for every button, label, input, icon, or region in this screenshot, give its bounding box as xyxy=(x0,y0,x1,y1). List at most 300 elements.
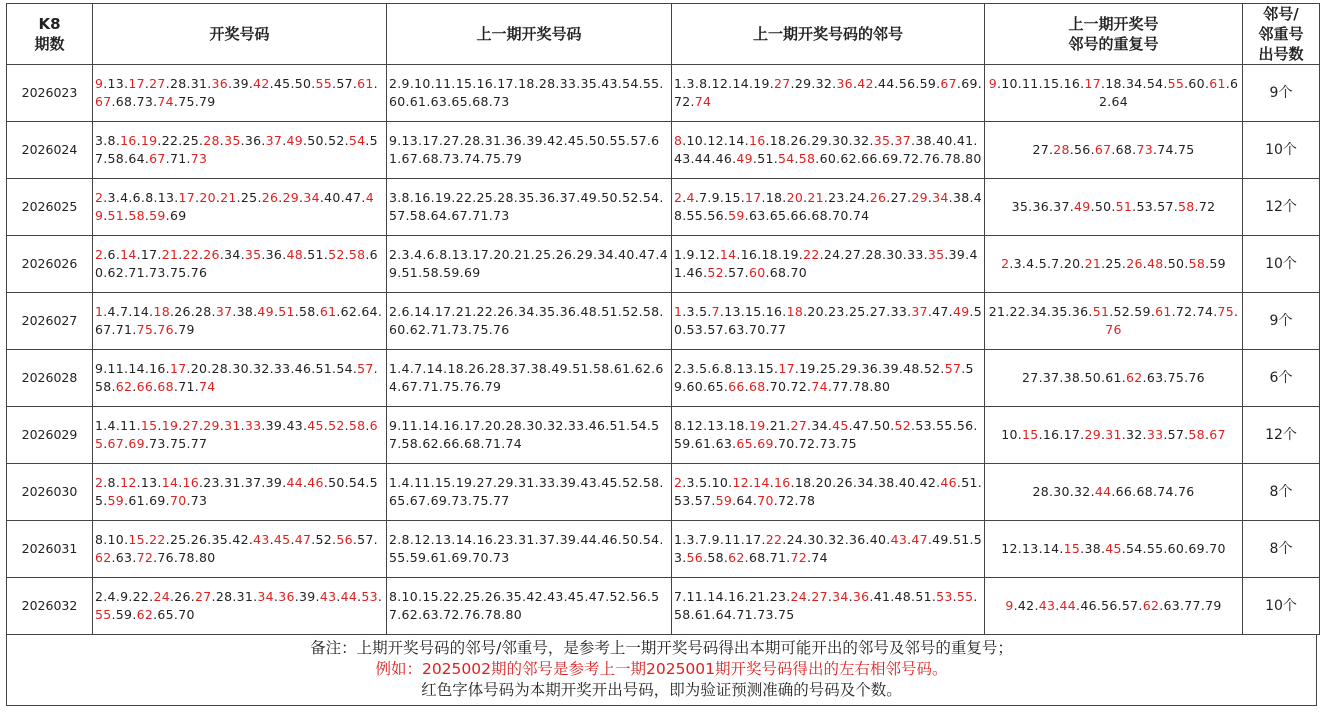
hit-number: 21 xyxy=(807,190,824,205)
number: 39 xyxy=(559,532,577,547)
number: 57 xyxy=(1121,598,1139,613)
number: 1 xyxy=(389,361,398,376)
hit-number: 22 xyxy=(803,247,820,262)
lottery-sheet xyxy=(6,3,1319,706)
repeat-numbers-cell[interactable]: 28.30.32.44.66.68.74.76 xyxy=(985,464,1243,521)
neighbor-numbers-cell[interactable]: 2.3.5.10.12.14.16.18.20.26.34.38.40.42.46.51.53.57.59.64.70.72.78 xyxy=(672,464,985,521)
draw-numbers-cell[interactable]: 1.4.11.15.19.27.29.31.33.39.43.45.52.58.65.67.69.73.75.77 xyxy=(93,407,387,464)
prev-numbers-cell[interactable]: 3.8.16.19.22.25.28.35.36.37.49.50.52.54.57.58.64.67.71.73 xyxy=(387,179,672,236)
repeat-numbers-cell[interactable]: 27.28.56.67.68.73.74.75 xyxy=(985,122,1243,179)
hit-number: 37 xyxy=(911,304,928,319)
number: 75 xyxy=(777,607,795,622)
period-cell[interactable]: 2026031 xyxy=(7,521,93,578)
number: 29 xyxy=(576,247,594,262)
number: 57 xyxy=(357,532,374,547)
hit-number: 22 xyxy=(182,247,199,262)
number: 43 xyxy=(286,418,303,433)
number: 8 xyxy=(439,247,448,262)
hit-number: 68 xyxy=(157,379,174,394)
repeat-numbers-cell[interactable]: 35.36.37.49.50.51.53.57.58.72 xyxy=(985,179,1243,236)
number: 46 xyxy=(686,265,704,280)
number: 50 xyxy=(307,133,324,148)
number: 51 xyxy=(401,265,419,280)
draw-numbers-cell[interactable]: 9.13.17.27.28.31.36.39.42.45.50.55.57.61.67.68.73.74.75.79 xyxy=(93,65,387,122)
hit-number: 74 xyxy=(198,379,216,394)
number: 20 xyxy=(807,304,824,319)
number: 32 xyxy=(852,133,870,148)
header-draw[interactable]: 开奖号码 xyxy=(93,4,387,65)
draw-numbers-cell[interactable]: 3.8.16.19.22.25.28.35.36.37.49.50.52.54.57.58.64.67.71.73 xyxy=(93,122,387,179)
number: 26 xyxy=(174,589,191,604)
hit-number: 55 xyxy=(1167,76,1185,91)
number: 18 xyxy=(1105,76,1122,91)
hit-count-cell[interactable]: 8个 xyxy=(1243,521,1320,578)
number: 22 xyxy=(443,589,460,604)
header-neighbors[interactable]: 上一期开奖号码的邻号 xyxy=(672,4,985,65)
number: 73 xyxy=(819,436,837,451)
hit-count-cell[interactable]: 9个 xyxy=(1243,65,1320,122)
number: 7 xyxy=(674,589,683,604)
number: 2 xyxy=(389,532,398,547)
number: 31 xyxy=(190,76,208,91)
hit-number: 76 xyxy=(1105,322,1122,337)
hit-number: 58 xyxy=(348,247,366,262)
number: 72 xyxy=(1198,199,1216,214)
hit-number: 58 xyxy=(1188,256,1206,271)
hit-count-cell[interactable]: 9个 xyxy=(1243,293,1320,350)
prev-numbers-cell[interactable]: 8.10.15.22.25.26.35.42.43.45.47.52.56.57.62.63.72.76.78.80 xyxy=(387,578,672,635)
table-row xyxy=(7,521,1320,578)
number: 40 xyxy=(618,247,635,262)
number: 28 xyxy=(211,361,229,376)
number: 11 xyxy=(686,589,704,604)
number: 51 xyxy=(961,475,978,490)
hit-number: 9 xyxy=(95,76,104,91)
hit-number: 37 xyxy=(894,133,912,148)
number: 17 xyxy=(434,304,452,319)
number: 14 xyxy=(422,418,439,433)
draw-numbers-cell[interactable]: 2.8.12.13.14.16.23.31.37.39.44.46.50.54.55.59.61.69.70.73 xyxy=(93,464,387,521)
hit-number: 35 xyxy=(927,247,945,262)
repeat-numbers-cell[interactable]: 9.10.11.15.16.17.18.34.54.55.60.61.62.64 xyxy=(985,65,1243,122)
number: 7 xyxy=(1051,256,1060,271)
hit-number: 35 xyxy=(244,247,262,262)
number: 47 xyxy=(588,589,606,604)
draw-numbers-cell[interactable]: 2.6.14.17.21.22.26.34.35.36.48.51.52.58.60.62.71.73.75.76 xyxy=(93,236,387,293)
draw-numbers-cell[interactable]: 2.3.4.6.8.13.17.20.21.25.26.29.34.40.47.49.51.58.59.69 xyxy=(93,179,387,236)
draw-numbers-cell[interactable]: 9.11.14.16.17.20.28.30.32.33.46.51.54.57.58.62.66.68.71.74 xyxy=(93,350,387,407)
number: 60 xyxy=(686,379,704,394)
number: 2 xyxy=(389,304,398,319)
hit-count-cell[interactable]: 12个 xyxy=(1243,407,1320,464)
hit-number: 17 xyxy=(169,361,187,376)
number: 28 xyxy=(505,418,523,433)
hit-number: 58 xyxy=(798,151,816,166)
period-cell[interactable]: 2026030 xyxy=(7,464,93,521)
table-row xyxy=(7,407,1320,464)
number: 58 xyxy=(642,475,660,490)
number: 22 xyxy=(161,133,179,148)
neighbor-numbers-cell[interactable]: 8.10.12.14.16.18.26.29.30.32.35.37.38.40.41.43.44.46.49.51.54.58.60.62.66.69.72.76.78.80 xyxy=(672,122,985,179)
number: 71 xyxy=(769,550,787,565)
number: 36 xyxy=(1032,199,1049,214)
number: 8 xyxy=(401,532,410,547)
number: 7 xyxy=(699,532,708,547)
number: 79 xyxy=(1205,598,1222,613)
repeat-numbers-cell[interactable]: 12.13.14.15.38.45.54.55.60.69.70 xyxy=(985,521,1243,578)
number: 71 xyxy=(169,151,187,166)
number: 50 xyxy=(1094,199,1112,214)
repeat-numbers-cell[interactable]: 9.42.43.44.46.56.57.62.63.77.79 xyxy=(985,578,1243,635)
number: 13 xyxy=(707,418,724,433)
number: 56 xyxy=(1101,598,1118,613)
number: 39 xyxy=(265,418,283,433)
hit-number: 9 xyxy=(988,76,997,91)
hit-number: 33 xyxy=(1146,427,1164,442)
number: 57 xyxy=(728,265,745,280)
neighbor-numbers-cell[interactable]: 7.11.14.16.21.23.24.27.34.36.41.48.51.53.55.58.61.64.71.73.75 xyxy=(672,578,985,635)
number: 36 xyxy=(505,133,523,148)
number: 11 xyxy=(434,76,452,91)
number: 65 xyxy=(707,379,724,394)
number: 41 xyxy=(956,133,974,148)
hit-number: 22 xyxy=(765,532,783,547)
number: 80 xyxy=(965,151,982,166)
period-cell[interactable]: 2026025 xyxy=(7,179,93,236)
number: 73 xyxy=(492,550,510,565)
number: 68 xyxy=(422,151,439,166)
table-row xyxy=(7,65,1320,122)
number: 71 xyxy=(178,379,195,394)
number: 22 xyxy=(455,190,473,205)
number: 25 xyxy=(1105,256,1122,271)
number: 14 xyxy=(132,304,150,319)
number: 38 xyxy=(530,361,548,376)
number: 51 xyxy=(572,361,589,376)
period-cell[interactable]: 2026027 xyxy=(7,293,93,350)
hit-number: 14 xyxy=(161,475,179,490)
number: 30 xyxy=(526,418,543,433)
period-cell[interactable]: 2026026 xyxy=(7,236,93,293)
number: 74 xyxy=(1196,304,1214,319)
period-cell[interactable]: 2026028 xyxy=(7,350,93,407)
draw-numbers-cell[interactable]: 1.4.7.14.18.26.28.37.38.49.51.58.61.62.64.67.71.75.76.79 xyxy=(93,293,387,350)
neighbor-numbers-cell[interactable]: 1.3.7.9.11.17.22.24.30.32.36.40.43.47.49.51.53.56.58.62.68.71.72.74 xyxy=(672,521,985,578)
number: 51 xyxy=(307,247,324,262)
number: 10 xyxy=(401,589,419,604)
number: 11 xyxy=(724,532,741,547)
hit-number: 62 xyxy=(95,550,112,565)
hit-number: 67 xyxy=(940,76,957,91)
hit-number: 60 xyxy=(748,265,766,280)
number: 22 xyxy=(1009,304,1027,319)
number: 44 xyxy=(694,151,712,166)
number: 75 xyxy=(840,436,857,451)
number: 66 xyxy=(1115,484,1133,499)
number: 71 xyxy=(422,379,439,394)
hit-number: 29 xyxy=(203,418,220,433)
prev-numbers-cell[interactable]: 2.8.12.13.14.16.23.31.37.39.44.46.50.54.55.59.61.69.70.73 xyxy=(387,521,672,578)
number: 54 xyxy=(642,532,660,547)
number: 10 xyxy=(686,133,704,148)
number: 40 xyxy=(898,475,916,490)
hit-number: 17 xyxy=(778,361,795,376)
prev-numbers-cell[interactable]: 9.13.17.27.28.31.36.39.42.45.50.55.57.61.67.68.73.74.75.79 xyxy=(387,122,672,179)
number: 8 xyxy=(724,361,733,376)
number: 76 xyxy=(923,151,941,166)
number: 70 xyxy=(178,607,195,622)
number: 68 xyxy=(463,436,481,451)
number: 46 xyxy=(601,532,618,547)
number: 15 xyxy=(455,76,473,91)
number: 3 xyxy=(401,247,410,262)
hit-number: 69 xyxy=(757,436,774,451)
number: 7 xyxy=(120,304,129,319)
hit-number: 16 xyxy=(774,475,791,490)
number: 69 xyxy=(451,550,468,565)
number: 68 xyxy=(1115,142,1133,157)
number: 4 xyxy=(401,361,410,376)
hit-count-cell[interactable]: 8个 xyxy=(1243,464,1320,521)
number: 27 xyxy=(476,475,493,490)
number: 28 xyxy=(195,304,212,319)
number: 36 xyxy=(265,247,283,262)
number: 20 xyxy=(493,247,510,262)
hit-number: 72 xyxy=(136,550,154,565)
hit-number: 37 xyxy=(215,304,233,319)
number: 25 xyxy=(534,247,552,262)
period-cell[interactable]: 2026023 xyxy=(7,65,93,122)
hit-number: 67 xyxy=(149,151,166,166)
number: 59 xyxy=(674,436,691,451)
hit-number: 18 xyxy=(153,304,170,319)
header-period[interactable]: K8 期数 xyxy=(7,4,93,65)
hit-number: 43 xyxy=(1038,598,1056,613)
number: 29 xyxy=(794,76,812,91)
hit-count-cell[interactable]: 6个 xyxy=(1243,350,1320,407)
header-prev-draw[interactable]: 上一期开奖号码 xyxy=(387,4,672,65)
number: 8 xyxy=(145,190,154,205)
number: 30 xyxy=(807,532,824,547)
number: 32 xyxy=(547,418,564,433)
number: 58 xyxy=(401,436,419,451)
hit-number: 73 xyxy=(1136,142,1153,157)
number: 31 xyxy=(224,475,241,490)
number: 1 xyxy=(674,532,683,547)
prev-numbers-cell[interactable]: 2.3.4.6.8.13.17.20.21.25.26.29.34.40.47.49.51.58.59.69 xyxy=(387,236,672,293)
number: 19 xyxy=(455,475,473,490)
number: 16 xyxy=(476,76,493,91)
number: 35 xyxy=(505,589,523,604)
number: 25 xyxy=(240,190,258,205)
header-repeat-neighbors[interactable]: 上一期开奖号 邻号的重复号 xyxy=(985,4,1243,65)
hit-count-cell[interactable]: 10个 xyxy=(1243,122,1320,179)
header-hit-count[interactable]: 邻号/ 邻重号 出号数 xyxy=(1243,4,1320,65)
prev-numbers-cell[interactable]: 1.4.7.14.18.26.28.37.38.49.51.58.61.62.64.67.71.75.76.79 xyxy=(387,350,672,407)
hit-number: 45 xyxy=(307,418,324,433)
hit-number: 52 xyxy=(328,247,345,262)
number: 62 xyxy=(1098,76,1239,109)
number: 69 xyxy=(463,265,481,280)
number: 75 xyxy=(1167,370,1185,385)
hit-number: 20 xyxy=(199,190,216,205)
number: 77 xyxy=(769,322,787,337)
number: 51 xyxy=(757,151,774,166)
number: 11 xyxy=(107,361,125,376)
number: 79 xyxy=(178,322,195,337)
number: 77 xyxy=(1184,598,1201,613)
number: 80 xyxy=(198,550,216,565)
neighbor-numbers-cell[interactable]: 1.3.8.12.14.19.27.29.32.36.42.44.56.59.67.69.72.74 xyxy=(672,65,985,122)
draw-numbers-cell[interactable]: 2.4.9.22.24.26.27.28.31.34.36.39.43.44.53.55.59.62.65.70 xyxy=(93,578,387,635)
neighbor-numbers-cell[interactable]: 2.3.5.6.8.13.15.17.19.25.29.36.39.48.52.57.59.60.65.66.68.70.72.74.77.78.80 xyxy=(672,350,985,407)
number: 3 xyxy=(95,133,104,148)
repeat-numbers-cell[interactable]: 2.3.4.5.7.20.21.25.26.48.50.58.59 xyxy=(985,236,1243,293)
hit-number: 59 xyxy=(107,493,125,508)
number: 56 xyxy=(707,208,724,223)
number: 40 xyxy=(324,190,341,205)
number: 53 xyxy=(686,322,704,337)
number: 18 xyxy=(518,76,535,91)
hit-number: 46 xyxy=(307,475,324,490)
number: 19 xyxy=(799,361,816,376)
number: 58 xyxy=(674,607,691,622)
number: 51 xyxy=(601,304,618,319)
period-cell[interactable]: 2026024 xyxy=(7,122,93,179)
number: 13 xyxy=(736,361,754,376)
number: 73 xyxy=(149,436,166,451)
number: 59 xyxy=(674,361,974,394)
number: 3 xyxy=(107,190,116,205)
hit-count-cell[interactable]: 10个 xyxy=(1243,578,1320,635)
number: 33 xyxy=(559,76,577,91)
number: 61 xyxy=(694,436,712,451)
number: 67 xyxy=(409,493,427,508)
number: 26 xyxy=(497,304,514,319)
number: 9 xyxy=(95,361,104,376)
number: 60 xyxy=(1188,76,1205,91)
number: 30 xyxy=(886,247,903,262)
hit-number: 59 xyxy=(149,208,166,223)
hit-number: 15 xyxy=(1022,427,1039,442)
number: 8 xyxy=(107,475,116,490)
hit-number: 1 xyxy=(95,304,104,319)
number: 27 xyxy=(1032,142,1049,157)
number: 13 xyxy=(724,304,741,319)
number: 59 xyxy=(115,607,133,622)
draw-numbers-cell[interactable]: 8.10.15.22.25.26.35.42.43.45.47.52.56.57.62.63.72.76.78.80 xyxy=(93,521,387,578)
hit-number: 4 xyxy=(686,190,695,205)
number: 23 xyxy=(203,475,220,490)
number: 31 xyxy=(484,133,502,148)
number: 15 xyxy=(422,589,439,604)
repeat-numbers-cell[interactable]: 10.15.16.17.29.31.32.33.57.58.67 xyxy=(985,407,1243,464)
number: 50 xyxy=(1084,370,1101,385)
number: 53 xyxy=(1136,199,1153,214)
number: 35 xyxy=(518,190,535,205)
hit-number: 21 xyxy=(161,247,179,262)
number: 51 xyxy=(915,589,932,604)
number: 75 xyxy=(178,94,195,109)
hit-number: 49 xyxy=(95,190,374,223)
prev-numbers-cell[interactable]: 1.4.11.15.19.27.29.31.33.39.43.45.52.58.65.67.69.73.75.77 xyxy=(387,464,672,521)
hit-number: 36 xyxy=(836,76,853,91)
hit-number: 2 xyxy=(95,190,104,205)
number: 21 xyxy=(748,589,766,604)
prev-numbers-cell[interactable]: 2.9.10.11.15.16.17.18.28.33.35.43.54.55.60.61.63.65.68.73 xyxy=(387,65,672,122)
hit-number: 1 xyxy=(674,304,683,319)
number: 6 xyxy=(107,247,116,262)
number: 74 xyxy=(463,151,481,166)
number: 18 xyxy=(769,133,787,148)
number: 16 xyxy=(149,361,166,376)
number: 69 xyxy=(881,151,899,166)
period-cell[interactable]: 2026032 xyxy=(7,578,93,635)
number: 48 xyxy=(674,190,983,223)
neighbor-numbers-cell[interactable]: 1.9.12.14.16.18.19.22.24.27.28.30.33.35.39.41.46.52.57.60.68.70 xyxy=(672,236,985,293)
number: 59 xyxy=(1209,256,1226,271)
hit-number: 16 xyxy=(120,133,137,148)
repeat-numbers-cell[interactable]: 21.22.34.35.36.51.52.59.61.72.74.75.76 xyxy=(985,293,1243,350)
note-line-2: 例如：2025002期的邻号是参考上一期2025001期开奖号码得出的左右相邻号码。 xyxy=(375,660,948,678)
number: 10 xyxy=(414,76,431,91)
number: 71 xyxy=(128,265,145,280)
number: 25 xyxy=(182,133,199,148)
number: 76 xyxy=(157,550,174,565)
hit-number: 48 xyxy=(1147,256,1164,271)
hit-number: 51 xyxy=(278,304,295,319)
number: 31 xyxy=(518,475,535,490)
number: 46 xyxy=(294,361,312,376)
hit-number: 42 xyxy=(253,76,270,91)
number: 16 xyxy=(1063,76,1081,91)
hit-number: 16 xyxy=(748,133,766,148)
hit-number: 54 xyxy=(777,151,795,166)
number: 17 xyxy=(744,532,762,547)
number: 27 xyxy=(890,190,908,205)
number: 10 xyxy=(107,532,125,547)
number: 36 xyxy=(559,304,577,319)
neighbor-numbers-cell[interactable]: 1.3.5.7.13.15.16.18.20.23.25.27.33.37.47.49.50.53.57.63.70.77 xyxy=(672,293,985,350)
hit-number: 21 xyxy=(220,190,237,205)
hit-number: 17 xyxy=(128,76,145,91)
hit-count-cell[interactable]: 10个 xyxy=(1243,236,1320,293)
hit-number: 31 xyxy=(224,418,241,433)
number: 64 xyxy=(361,304,378,319)
number: 38 xyxy=(236,304,254,319)
neighbor-numbers-cell[interactable]: 8.12.13.18.19.21.27.34.45.47.50.52.53.55.56.59.61.63.65.69.70.72.73.75 xyxy=(672,407,985,464)
number: 73 xyxy=(451,493,468,508)
number: 19 xyxy=(753,76,770,91)
number: 63 xyxy=(422,607,439,622)
hit-number: 75 xyxy=(1217,304,1234,319)
number: 50 xyxy=(873,418,891,433)
repeat-numbers-cell[interactable]: 27.37.38.50.61.62.63.75.76 xyxy=(985,350,1243,407)
period-cell[interactable]: 2026029 xyxy=(7,407,93,464)
hit-number: 58 xyxy=(348,418,366,433)
number: 59 xyxy=(409,550,427,565)
number: 64 xyxy=(1111,94,1129,109)
prev-numbers-cell[interactable]: 2.6.14.17.21.22.26.34.35.36.48.51.52.58.60.62.71.73.75.76 xyxy=(387,293,672,350)
number: 45 xyxy=(567,133,585,148)
number: 4 xyxy=(414,247,423,262)
hit-number: 27 xyxy=(790,418,808,433)
neighbor-numbers-cell[interactable]: 2.4.7.9.15.17.18.20.21.23.24.26.27.29.34.38.48.55.56.59.63.65.66.68.70.74 xyxy=(672,179,985,236)
number: 18 xyxy=(447,361,464,376)
hit-count-cell[interactable]: 12个 xyxy=(1243,179,1320,236)
number: 11 xyxy=(414,475,431,490)
prev-numbers-cell[interactable]: 9.11.14.16.17.20.28.30.32.33.46.51.54.57.58.62.66.68.71.74 xyxy=(387,407,672,464)
